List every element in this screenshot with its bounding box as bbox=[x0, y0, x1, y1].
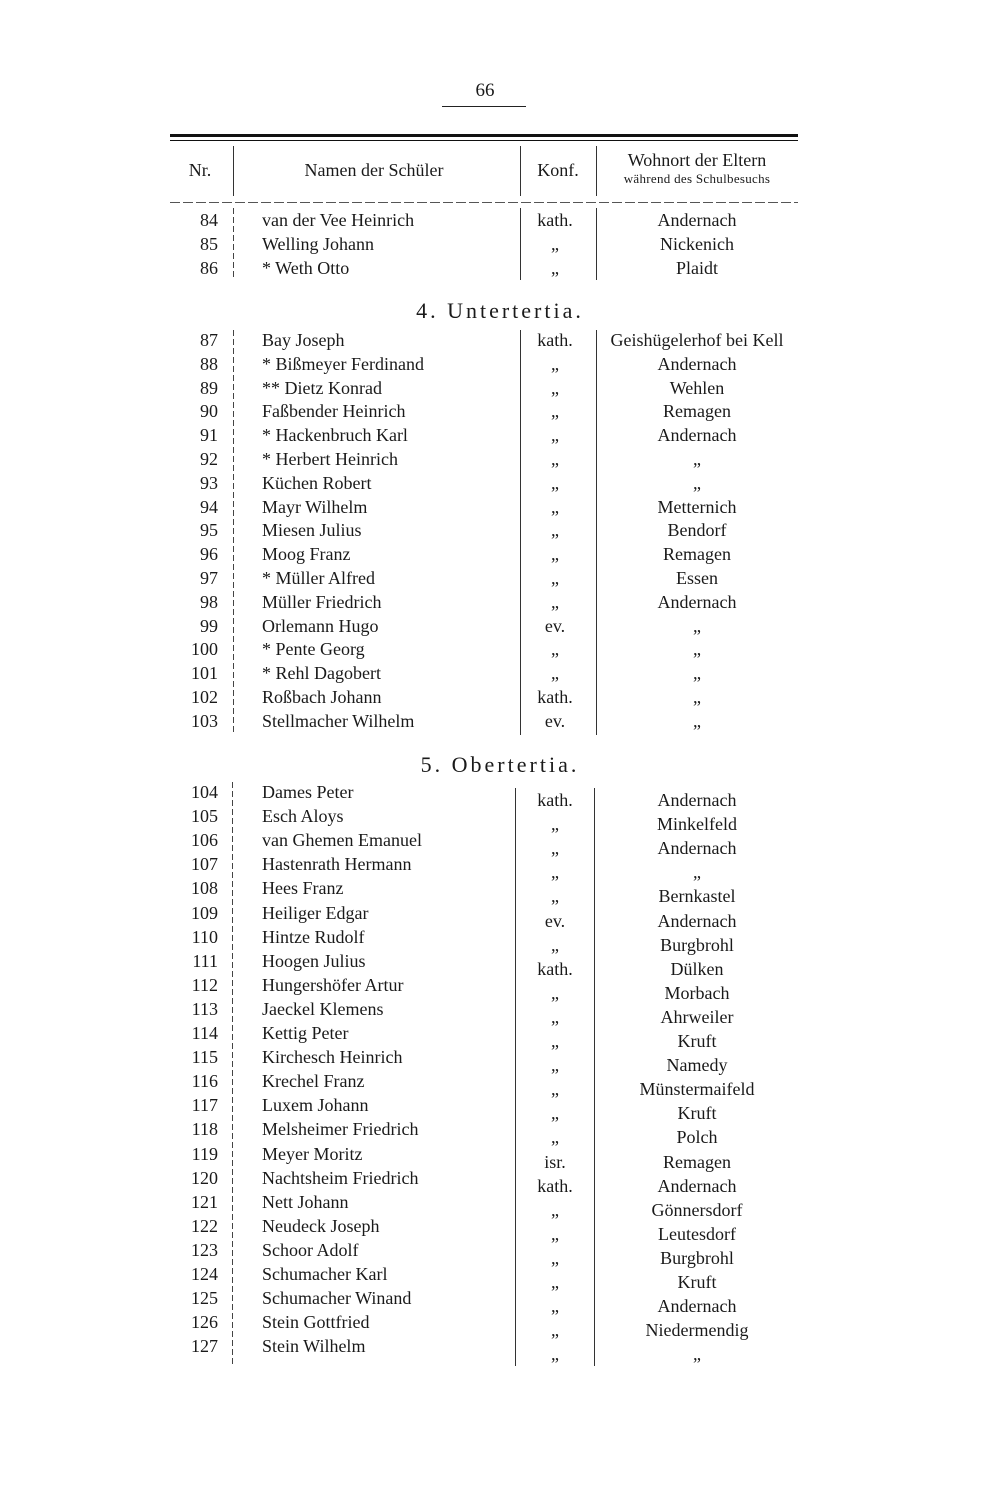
confession: „ bbox=[551, 1272, 559, 1292]
student-number: 120 bbox=[191, 1167, 218, 1188]
table-row bbox=[0, 1215, 1000, 1244]
confession: kath. bbox=[537, 790, 573, 810]
table-top-rule-thin bbox=[170, 140, 798, 141]
table-row bbox=[0, 639, 1000, 663]
confession: kath. bbox=[537, 330, 573, 350]
student-number: 127 bbox=[191, 1336, 218, 1357]
parents-residence: Andernach bbox=[657, 1175, 737, 1196]
table-row bbox=[0, 902, 1000, 931]
student-name: Hoogen Julius bbox=[262, 950, 366, 971]
parents-residence: Andernach bbox=[657, 591, 737, 612]
table-row bbox=[0, 1191, 1000, 1220]
student-name: van Ghemen Emanuel bbox=[262, 830, 422, 851]
student-name: Jaeckel Klemens bbox=[262, 998, 384, 1019]
parents-residence: Polch bbox=[676, 1127, 718, 1148]
confession: kath. bbox=[537, 687, 573, 707]
table-row bbox=[0, 449, 1000, 473]
student-number: 109 bbox=[191, 902, 218, 923]
student-number: 101 bbox=[191, 663, 218, 684]
student-number: 107 bbox=[191, 854, 218, 875]
confession: „ bbox=[551, 520, 559, 541]
student-number: 85 bbox=[200, 234, 218, 254]
parents-residence: Wehlen bbox=[669, 377, 725, 398]
parents-residence: Münstermaifeld bbox=[639, 1079, 755, 1100]
parents-residence: Remagen bbox=[663, 1151, 731, 1172]
confession: „ bbox=[551, 591, 559, 612]
confession: „ bbox=[551, 1344, 559, 1365]
confession: „ bbox=[551, 814, 559, 835]
parents-residence: Geishügelerhof bei Kell bbox=[610, 330, 784, 350]
table-row bbox=[0, 425, 1000, 449]
confession: kath. bbox=[537, 210, 573, 230]
confession: „ bbox=[551, 1103, 559, 1124]
confession: „ bbox=[551, 449, 559, 469]
student-number: 96 bbox=[200, 544, 218, 565]
student-name: Faßbender Heinrich bbox=[262, 401, 406, 422]
student-name: Hees Franz bbox=[262, 878, 344, 899]
table-row bbox=[0, 354, 1000, 378]
student-number: 110 bbox=[191, 926, 218, 947]
student-name: * Weth Otto bbox=[262, 258, 350, 278]
confession: „ bbox=[551, 886, 559, 907]
student-number: 124 bbox=[191, 1264, 218, 1284]
table-row bbox=[0, 711, 1000, 735]
student-number: 99 bbox=[200, 615, 218, 636]
student-number: 121 bbox=[191, 1191, 218, 1212]
parents-residence: „ bbox=[693, 663, 701, 684]
parents-residence: Leutesdorf bbox=[658, 1223, 736, 1244]
confession: „ bbox=[551, 425, 559, 446]
parents-residence: Andernach bbox=[657, 910, 737, 931]
student-name: Hungershöfer Artur bbox=[262, 974, 404, 995]
confession: „ bbox=[551, 838, 559, 859]
student-name: Neudeck Joseph bbox=[262, 1215, 380, 1236]
student-number: 111 bbox=[192, 950, 218, 971]
header-wohnort-subtitle: während des Schulbesuchs bbox=[623, 171, 771, 186]
confession: „ bbox=[551, 353, 559, 374]
parents-residence: „ bbox=[693, 615, 701, 636]
table-row bbox=[0, 616, 1000, 640]
student-name: Bay Joseph bbox=[262, 330, 345, 350]
table-row bbox=[0, 1264, 1000, 1292]
student-name: Hastenrath Hermann bbox=[262, 854, 412, 875]
confession: „ bbox=[551, 1079, 559, 1100]
table-row bbox=[0, 1071, 1000, 1100]
student-name: Müller Friedrich bbox=[262, 591, 382, 612]
student-number: 84 bbox=[200, 210, 218, 230]
table-row bbox=[0, 401, 1000, 425]
parents-residence: Andernach bbox=[657, 210, 737, 230]
table-row bbox=[0, 330, 1000, 354]
confession: ev. bbox=[544, 710, 566, 731]
student-name: Stein Wilhelm bbox=[262, 1336, 366, 1357]
page-number: 66 bbox=[475, 80, 495, 101]
header-konf: Konf. bbox=[537, 160, 579, 180]
table-row bbox=[0, 1095, 1000, 1124]
parents-residence: Andernach bbox=[657, 1296, 737, 1317]
student-name: Melsheimer Friedrich bbox=[262, 1119, 419, 1140]
confession: „ bbox=[551, 1031, 559, 1051]
confession: „ bbox=[551, 1006, 559, 1027]
student-name: Stellmacher Wilhelm bbox=[262, 710, 415, 731]
parents-residence: Namedy bbox=[666, 1055, 728, 1076]
parents-residence: „ bbox=[693, 639, 701, 660]
student-name: * Pente Georg bbox=[262, 639, 365, 660]
student-number: 123 bbox=[191, 1239, 218, 1260]
student-number: 105 bbox=[191, 806, 218, 827]
student-name: * Hackenbruch Karl bbox=[262, 425, 408, 446]
student-name: Esch Aloys bbox=[262, 806, 344, 827]
student-number: 92 bbox=[200, 449, 218, 469]
table-row bbox=[0, 1119, 1000, 1148]
parents-residence: Remagen bbox=[663, 401, 731, 422]
confession: „ bbox=[551, 1223, 559, 1244]
student-name: Mayr Wilhelm bbox=[262, 496, 368, 517]
student-number: 90 bbox=[200, 401, 218, 422]
student-name: Luxem Johann bbox=[262, 1095, 369, 1116]
student-number: 106 bbox=[191, 830, 218, 851]
student-number: 86 bbox=[200, 258, 218, 278]
confession: „ bbox=[551, 1296, 559, 1317]
table-row bbox=[0, 950, 1000, 979]
student-number: 115 bbox=[191, 1047, 218, 1068]
student-name: ** Dietz Konrad bbox=[262, 377, 382, 398]
parents-residence: Kruft bbox=[677, 1103, 717, 1124]
parents-residence: Niedermendig bbox=[645, 1320, 749, 1341]
student-name: * Müller Alfred bbox=[262, 568, 375, 588]
parents-residence: Bernkastel bbox=[658, 886, 736, 907]
student-number: 113 bbox=[191, 998, 218, 1019]
parents-residence: Andernach bbox=[657, 425, 737, 446]
student-number: 87 bbox=[200, 330, 218, 350]
header-nr: Nr. bbox=[188, 160, 212, 180]
student-number: 93 bbox=[200, 472, 218, 493]
parents-residence: Gönnersdorf bbox=[651, 1199, 743, 1220]
student-number: 117 bbox=[191, 1095, 218, 1116]
header-name: Namen der Schüler bbox=[304, 160, 444, 180]
confession: „ bbox=[551, 1320, 559, 1341]
confession: ev. bbox=[544, 615, 566, 636]
table-row bbox=[0, 1143, 1000, 1172]
student-number: 108 bbox=[191, 878, 218, 899]
confession: „ bbox=[551, 639, 559, 660]
student-number: 89 bbox=[200, 377, 218, 398]
confession: „ bbox=[551, 234, 559, 254]
table-row bbox=[0, 663, 1000, 687]
student-name: * Rehl Dagobert bbox=[262, 663, 381, 684]
table-row bbox=[0, 806, 1000, 835]
table-row bbox=[0, 830, 1000, 859]
student-number: 98 bbox=[200, 591, 218, 612]
confession: „ bbox=[551, 496, 559, 517]
table-row bbox=[0, 210, 1000, 234]
parents-residence: Metternich bbox=[657, 496, 737, 517]
parents-residence: „ bbox=[693, 472, 701, 493]
confession: „ bbox=[551, 377, 559, 398]
student-name: Krechel Franz bbox=[262, 1071, 365, 1092]
student-name: * Bißmeyer Ferdinand bbox=[262, 353, 424, 374]
student-name: Nachtsheim Friedrich bbox=[262, 1167, 419, 1188]
table-row bbox=[0, 998, 1000, 1027]
parents-residence: „ bbox=[693, 862, 701, 883]
student-number: 125 bbox=[191, 1288, 218, 1309]
student-number: 116 bbox=[191, 1071, 218, 1092]
table-row bbox=[0, 520, 1000, 544]
table-row bbox=[0, 497, 1000, 521]
column-divider bbox=[596, 146, 597, 196]
student-number: 95 bbox=[200, 520, 218, 541]
column-divider bbox=[233, 146, 234, 196]
column-divider bbox=[520, 146, 521, 196]
student-number: 126 bbox=[191, 1312, 218, 1333]
section-title-obertertia: 5. Obertertia. bbox=[420, 752, 580, 777]
confession: „ bbox=[551, 1055, 559, 1076]
confession: „ bbox=[551, 472, 559, 493]
confession: „ bbox=[551, 568, 559, 588]
confession: kath. bbox=[537, 958, 573, 979]
student-name: Küchen Robert bbox=[262, 472, 372, 493]
table-row bbox=[0, 1167, 1000, 1196]
table-row bbox=[0, 687, 1000, 711]
parents-residence: Ahrweiler bbox=[660, 1006, 734, 1027]
parents-residence: „ bbox=[693, 710, 701, 731]
table-row bbox=[0, 234, 1000, 258]
student-name: Dames Peter bbox=[262, 782, 354, 802]
student-number: 97 bbox=[200, 568, 218, 588]
student-name: Miesen Julius bbox=[262, 520, 362, 541]
table-row bbox=[0, 1239, 1000, 1268]
student-name: van der Vee Heinrich bbox=[262, 210, 415, 230]
student-name: Moog Franz bbox=[262, 544, 351, 565]
confession: „ bbox=[551, 401, 559, 422]
student-name: Schumacher Karl bbox=[262, 1264, 388, 1284]
confession: „ bbox=[551, 1199, 559, 1220]
table-row bbox=[0, 1312, 1000, 1341]
parents-residence: Andernach bbox=[657, 353, 737, 374]
parents-residence: Dülken bbox=[670, 958, 724, 979]
parents-residence: Kruft bbox=[677, 1272, 717, 1292]
student-name: Meyer Moritz bbox=[262, 1143, 363, 1164]
parents-residence: Remagen bbox=[663, 544, 731, 565]
student-number: 118 bbox=[191, 1119, 218, 1140]
student-name: * Herbert Heinrich bbox=[262, 449, 398, 469]
parents-residence: „ bbox=[693, 687, 701, 707]
table-row bbox=[0, 1336, 1000, 1365]
parents-residence: Andernach bbox=[657, 790, 737, 810]
student-number: 103 bbox=[191, 710, 218, 731]
header-underline bbox=[170, 202, 798, 203]
student-number: 88 bbox=[200, 353, 218, 374]
parents-residence: Andernach bbox=[657, 838, 737, 859]
parents-residence: „ bbox=[693, 449, 701, 469]
student-name: Roßbach Johann bbox=[262, 687, 382, 707]
student-name: Welling Johann bbox=[262, 234, 375, 254]
student-number: 100 bbox=[191, 639, 218, 660]
table-row bbox=[0, 568, 1000, 592]
student-number: 94 bbox=[200, 496, 218, 517]
student-name: Heiliger Edgar bbox=[262, 902, 369, 923]
student-number: 102 bbox=[191, 687, 218, 707]
table-row bbox=[0, 782, 1000, 810]
confession: isr. bbox=[544, 1151, 566, 1172]
parents-residence: Kruft bbox=[677, 1031, 717, 1051]
student-number: 122 bbox=[191, 1215, 218, 1236]
parents-residence: Minkelfeld bbox=[657, 814, 737, 835]
student-name: Schumacher Winand bbox=[262, 1288, 412, 1309]
student-name: Orlemann Hugo bbox=[262, 615, 379, 636]
table-row bbox=[0, 878, 1000, 907]
parents-residence: Morbach bbox=[664, 982, 730, 1003]
student-number: 112 bbox=[191, 974, 218, 995]
student-name: Hintze Rudolf bbox=[262, 926, 365, 947]
table-row bbox=[0, 926, 1000, 955]
student-number: 91 bbox=[200, 425, 218, 446]
parents-residence: „ bbox=[693, 1344, 701, 1365]
parents-residence: Bendorf bbox=[667, 520, 727, 541]
confession: „ bbox=[551, 1127, 559, 1148]
student-name: Schoor Adolf bbox=[262, 1239, 359, 1260]
table-row bbox=[0, 1047, 1000, 1076]
table-row bbox=[0, 258, 1000, 282]
confession: „ bbox=[551, 982, 559, 1003]
confession: „ bbox=[551, 663, 559, 684]
student-name: Nett Johann bbox=[262, 1191, 349, 1212]
parents-residence: Plaidt bbox=[675, 258, 718, 278]
student-name: Kettig Peter bbox=[262, 1023, 349, 1043]
student-number: 114 bbox=[191, 1023, 218, 1043]
confession: „ bbox=[551, 934, 559, 955]
header-wohnort-title: Wohnort der Eltern bbox=[627, 150, 767, 170]
header-wohnort bbox=[597, 150, 797, 187]
table-row bbox=[0, 1288, 1000, 1317]
table-row bbox=[0, 974, 1000, 1003]
confession: „ bbox=[551, 258, 559, 278]
table-row bbox=[0, 544, 1000, 568]
table-top-rule bbox=[170, 134, 798, 137]
section-title-untertertia: 4. Untertertia. bbox=[416, 298, 584, 323]
table-row bbox=[0, 854, 1000, 883]
student-name: Kirchesch Heinrich bbox=[262, 1047, 403, 1068]
student-number: 119 bbox=[191, 1143, 218, 1164]
parents-residence: Burgbrohl bbox=[660, 934, 734, 955]
table-row bbox=[0, 473, 1000, 497]
page-number-rule bbox=[442, 106, 526, 107]
table-row bbox=[0, 378, 1000, 402]
parents-residence: Burgbrohl bbox=[660, 1247, 734, 1268]
confession: „ bbox=[551, 1247, 559, 1268]
confession: „ bbox=[551, 862, 559, 883]
parents-residence: Essen bbox=[676, 568, 718, 588]
student-name: Stein Gottfried bbox=[262, 1312, 370, 1333]
confession: kath. bbox=[537, 1175, 573, 1196]
parents-residence: Nickenich bbox=[660, 234, 734, 254]
confession: ev. bbox=[544, 910, 566, 931]
table-row bbox=[0, 1023, 1000, 1051]
table-row bbox=[0, 592, 1000, 616]
student-number: 104 bbox=[191, 782, 218, 802]
confession: „ bbox=[551, 544, 559, 565]
